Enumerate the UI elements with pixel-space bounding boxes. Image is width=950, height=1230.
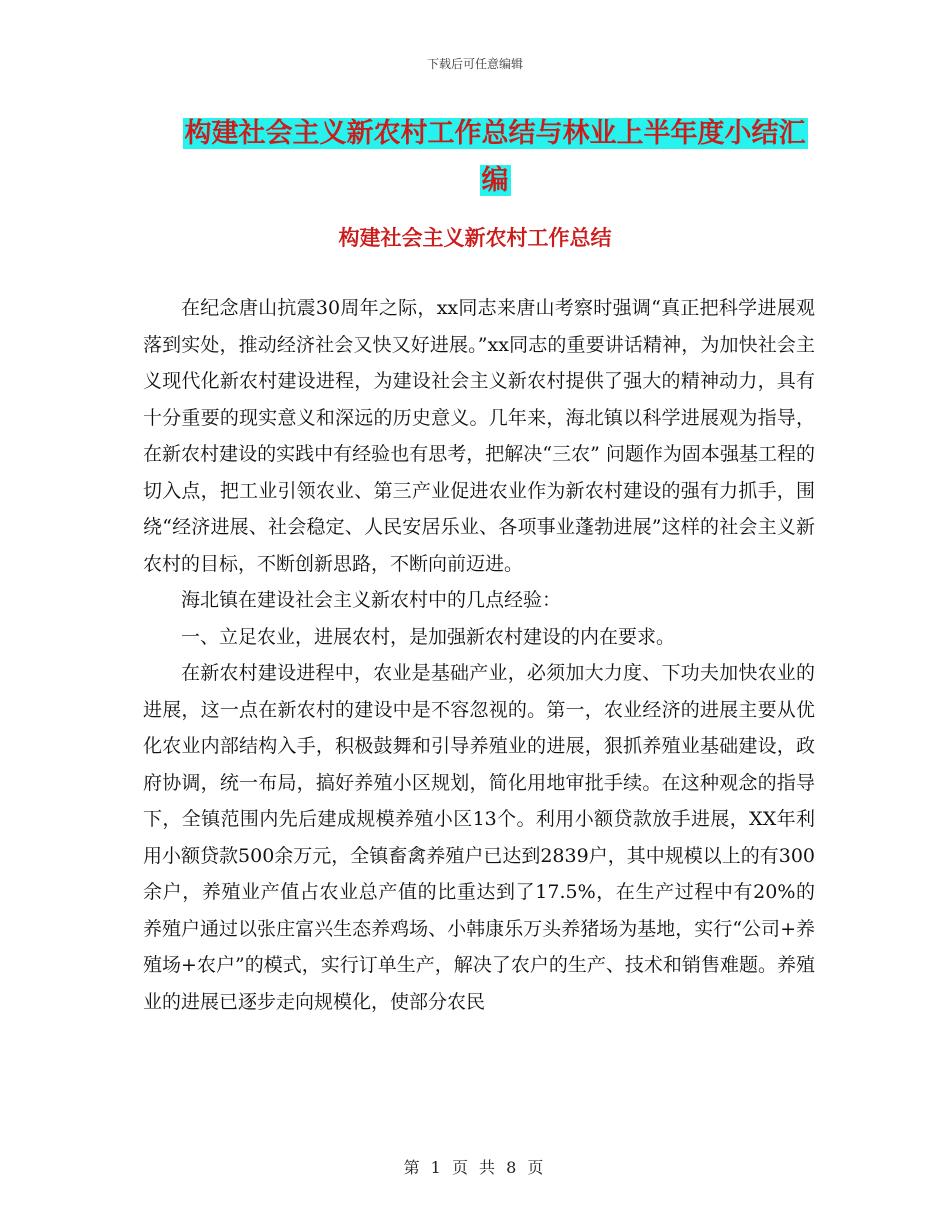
page-header-note: 下载后可任意编辑	[426, 57, 523, 71]
page-number: 第 1 页 共 8 页	[403, 1158, 547, 1177]
document-title-line-2: 编	[481, 165, 509, 196]
paragraph-intro: 在纪念唐山抗震30周年之际，xx同志来唐山考察时强调“真正把科学进展观落到实处，推动经济社会又快又好进展。”xx同志的重要讲话精神，为加快社会主义现代化新农村建设进程，为建设社会主义新农村提供了强大的精神动力，具有十分重要的现实意义和深远的历史意义。几年来，海北镇以科学进展观为指导，在新农村建设的实践中有经验也有思考，把解决“三农” 问题作为固本强基工程的切入点，把工业引领农业、第三产业促进农业作为新农村建设的强有力抓手，围绕“经济进展、社会稳定、人民安居乐业、各项事业蓬勃进展”这样的社会主义新农村的目标，不断创新思路，不断向前迈进。	[143, 297, 815, 575]
paragraph-agriculture: 在新农村建设进程中，农业是基础产业，必须加大力度、下功夫加快农业的进展，这一点在新农村的建设中是不容忽视的。第一，农业经济的进展主要从优化农业内部结构入手，积极鼓舞和引导养殖业的进展，狠抓养殖业基础建设，政府协调，统一布局，搞好养殖小区规划，简化用地审批手续。在这种观念的指导下，全镇范围内先后建成规模养殖小区13个。利用小额贷款放手进展，XX年利用小额贷款500余万元，全镇畜禽养殖户已达到2839户，其中规模以上的有300余户，养殖业产值占农业总产值的比重达到了17.5%，在生产过程中有20%的养殖户通过以张庄富兴生态养鸡场、小韩康乐万头养猪场为基地，实行“公司+养殖场+农户”的模式，实行订单生产，解决了农户的生产、技术和销售难题。养殖业的进展已逐步走向规模化，使部分农民	[143, 662, 815, 1013]
document-body	[143, 290, 815, 1020]
paragraph-experience-lead: 海北镇在建设社会主义新农村中的几点经验：	[181, 589, 562, 611]
document-title	[150, 110, 840, 204]
document-title-line-1: 构建社会主义新农村工作总结与林业上半年度小结汇	[184, 118, 806, 149]
paragraph-heading-one: 一、立足农业，进展农村，是加强新农村建设的内在要求。	[181, 625, 676, 648]
section-title: 构建社会主义新农村工作总结	[338, 226, 612, 250]
